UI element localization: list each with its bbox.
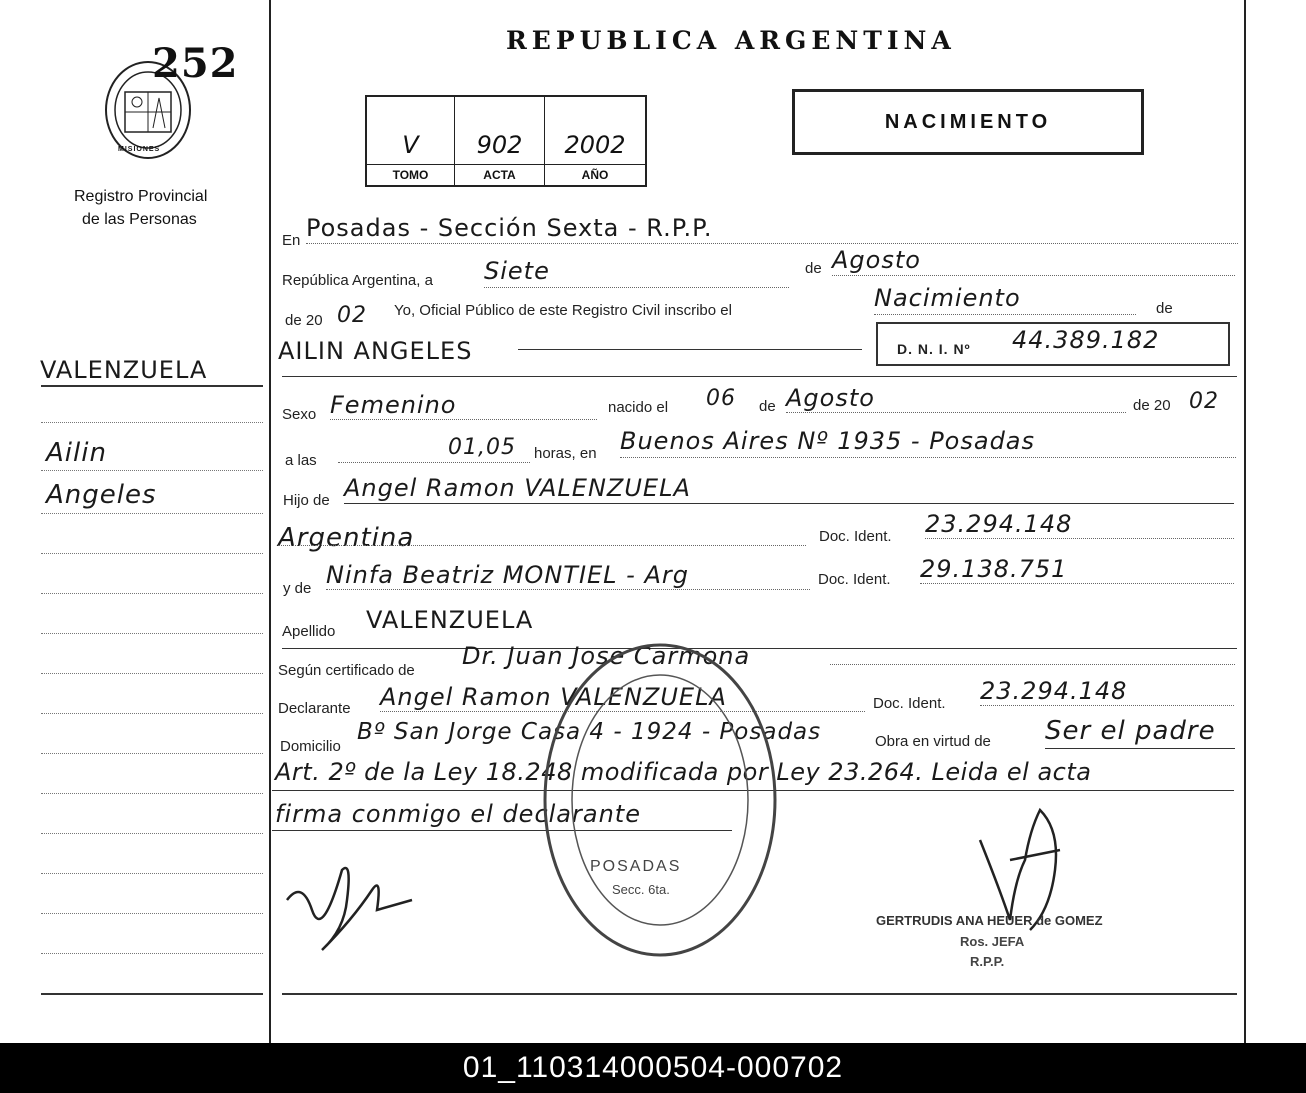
- father-name: Angel Ramon VALENZUELA: [344, 474, 691, 502]
- fill-line: [874, 314, 1136, 315]
- father-doc-label: Doc. Ident.: [819, 528, 892, 545]
- margin-dotted-line: [41, 673, 263, 674]
- a-las-label: a las: [285, 452, 317, 469]
- fill-line: [338, 462, 530, 463]
- dni-value: 44.389.182: [1012, 326, 1160, 354]
- margin-dotted-line: [41, 833, 263, 834]
- obra-label: Obra en virtud de: [875, 733, 991, 750]
- tomo-value: V: [402, 131, 419, 159]
- registry-name-line1: Registro Provincial: [74, 188, 208, 205]
- nacido-label: nacido el: [608, 399, 669, 416]
- margin-name-1: Ailin: [46, 438, 107, 468]
- fill-line: [344, 503, 1234, 504]
- margin-dotted-line: [41, 553, 263, 554]
- de-label-3: de: [759, 398, 776, 415]
- acta-cell: [455, 97, 545, 185]
- acta-label: ACTA: [483, 168, 516, 182]
- fill-line: [306, 243, 1238, 244]
- margin-rule-bottom: [41, 993, 263, 995]
- officer-title: Ros. JEFA: [960, 934, 1025, 949]
- margin-rule-top: [41, 385, 263, 387]
- record-type-box: NACIMIENTO: [792, 89, 1144, 155]
- margin-dotted-line: [41, 753, 263, 754]
- bottom-rule: [282, 993, 1237, 995]
- officer-text: Yo, Oficial Público de este Registro Civil inscribo el: [394, 302, 732, 319]
- country-title: REPUBLICA ARGENTINA: [506, 26, 956, 55]
- apellido-value: VALENZUELA: [366, 606, 534, 634]
- sexo-value: Femenino: [330, 391, 457, 419]
- sexo-label: Sexo: [282, 406, 317, 423]
- month-value: Agosto: [832, 246, 921, 274]
- margin-dotted-line: [41, 593, 263, 594]
- en-value: Posadas - Sección Sexta - R.P.P.: [306, 214, 713, 242]
- registry-name-line2: de las Personas: [82, 211, 197, 228]
- table-separator: [367, 164, 645, 165]
- y-de-label: y de: [283, 580, 312, 597]
- section-rule: [282, 376, 1237, 377]
- mother-name: Ninfa Beatriz MONTIEL - Arg: [326, 561, 689, 589]
- year-suffix: 02: [337, 303, 367, 328]
- right-border: [1244, 0, 1246, 1043]
- fill-line: [980, 705, 1234, 706]
- event-value: Nacimiento: [874, 284, 1021, 312]
- stamp-section: Secc. 6ta.: [612, 882, 670, 897]
- officer-org: R.P.P.: [970, 954, 1005, 969]
- acta-value: 902: [476, 131, 523, 159]
- margin-surname: VALENZUELA: [40, 356, 208, 384]
- margin-dotted-line: [41, 422, 263, 423]
- margin-dotted-line: [41, 913, 263, 914]
- doctor-name: Dr. Juan Jose Carmona: [462, 642, 751, 670]
- seal-text: MISIONES: [118, 146, 161, 153]
- fill-line: [620, 457, 1236, 458]
- mother-doc: 29.138.751: [920, 555, 1068, 583]
- horas-en-label: horas, en: [534, 445, 597, 462]
- declarante-name: Angel Ramon VALENZUELA: [380, 683, 727, 711]
- year-prefix: de 20: [285, 312, 323, 329]
- margin-dotted-line: [41, 793, 263, 794]
- hijo-label: Hijo de: [283, 492, 330, 509]
- ano-label: AÑO: [581, 168, 609, 182]
- registry-stamp-icon: [540, 640, 780, 960]
- domicilio-label: Domicilio: [280, 738, 341, 755]
- margin-dotted-line: [41, 953, 263, 954]
- ano-cell: [545, 97, 645, 185]
- birth-month: Agosto: [786, 384, 875, 412]
- document-number: 252: [152, 40, 239, 87]
- fill-line: [1045, 748, 1235, 749]
- en-label: En: [282, 232, 301, 249]
- notes-line-2: firma conmigo el declarante: [275, 800, 641, 828]
- margin-dotted-line: [41, 633, 263, 634]
- dni-label: D. N. I. Nº: [897, 341, 971, 357]
- birth-year-suffix: 02: [1189, 389, 1219, 414]
- stamp-city: POSADAS: [590, 858, 682, 875]
- birth-day: 06: [706, 386, 736, 411]
- margin-dotted-line: [41, 470, 263, 471]
- fill-line: [326, 589, 810, 590]
- tomo-cell: [367, 97, 455, 185]
- day-value: Siete: [484, 257, 550, 285]
- birth-year-prefix: de 20: [1133, 397, 1171, 414]
- place-value: Buenos Aires Nº 1935 - Posadas: [620, 427, 1036, 455]
- obra-value: Ser el padre: [1045, 716, 1216, 746]
- ano-value: 2002: [564, 131, 626, 159]
- fill-line: [484, 287, 789, 288]
- fill-line: [920, 583, 1234, 584]
- child-name: AILIN ANGELES: [278, 337, 473, 365]
- notes-line-1: Art. 2º de la Ley 18.248 modificada por Ley 23.264. Leida el acta: [275, 758, 1092, 786]
- father-doc: 23.294.148: [925, 510, 1073, 538]
- declarante-label: Declarante: [278, 700, 351, 717]
- mother-doc-label: Doc. Ident.: [818, 571, 891, 588]
- fill-line: [330, 419, 597, 420]
- margin-divider: [269, 0, 271, 1043]
- father-nationality: Argentina: [278, 523, 415, 553]
- certificado-label: Según certificado de: [278, 662, 415, 679]
- declarant-signature: [282, 840, 432, 960]
- fill-line: [832, 275, 1235, 276]
- domicilio-value: Bº San Jorge Casa 4 - 1924 - Posadas: [357, 719, 822, 745]
- rep-label: República Argentina, a: [282, 272, 433, 289]
- declarante-doc: 23.294.148: [980, 677, 1128, 705]
- fill-line: [278, 545, 806, 546]
- tomo-label: TOMO: [392, 168, 429, 182]
- hour-value: 01,05: [448, 435, 516, 460]
- fill-line: [786, 412, 1126, 413]
- margin-name-2: Angeles: [46, 480, 157, 510]
- officer-name: GERTRUDIS ANA HEUER de GOMEZ: [876, 913, 1103, 928]
- apellido-label: Apellido: [282, 623, 336, 640]
- declarante-doc-label: Doc. Ident.: [873, 695, 946, 712]
- fill-line: [925, 538, 1234, 539]
- de-label-2: de: [1156, 300, 1173, 317]
- margin-dotted-line: [41, 873, 263, 874]
- record-id-table: [365, 95, 647, 187]
- document-id-footer: 01_110314000504-000702: [0, 1043, 1306, 1093]
- margin-dotted-line: [41, 513, 263, 514]
- margin-dotted-line: [41, 713, 263, 714]
- fill-line: [830, 664, 1235, 665]
- fill-line: [518, 349, 862, 350]
- de-label: de: [805, 260, 822, 277]
